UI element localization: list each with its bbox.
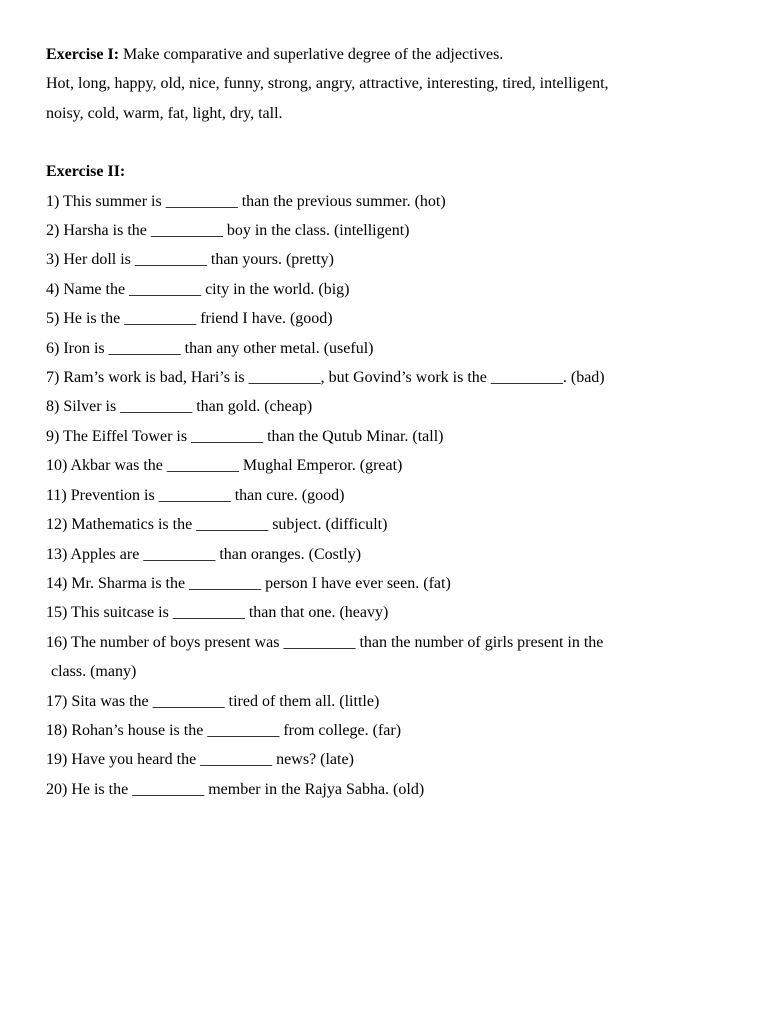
question-number: 6)	[46, 339, 60, 357]
question-text: The Eiffel Tower is _________ than the Qutub Minar. (tall)	[63, 427, 444, 445]
question-number: 11)	[46, 486, 67, 504]
question-number: 8)	[46, 398, 60, 416]
question-text: Sita was the _________ tired of them all. (little)	[71, 692, 380, 710]
question-text: Name the _________ city in the world. (big)	[63, 280, 350, 298]
question-text: This summer is _________ than the previous summer. (hot)	[63, 192, 446, 210]
question-text: Mr. Sharma is the _________ person I have ever seen. (fat)	[71, 574, 451, 592]
question-item	[46, 334, 746, 363]
question-text: Apples are _________ than oranges. (Costly)	[70, 545, 362, 563]
question-item	[46, 363, 746, 392]
question-text: This suitcase is _________ than that one. (heavy)	[71, 604, 389, 622]
question-number: 1)	[46, 192, 60, 210]
question-item	[46, 569, 746, 598]
question-item	[46, 187, 746, 216]
worksheet-page	[46, 40, 746, 804]
question-item	[46, 392, 746, 421]
question-text: Harsha is the _________ boy in the class. (intelligent)	[63, 222, 410, 240]
question-text: The number of boys present was _________ than the number of girls present in the	[71, 633, 604, 651]
question-item	[46, 304, 746, 333]
question-item	[46, 275, 746, 304]
question-number: 13)	[46, 545, 68, 563]
question-item	[46, 451, 746, 480]
question-item	[46, 775, 746, 804]
question-text: Iron is _________ than any other metal. (useful)	[63, 339, 374, 357]
section-spacer	[46, 128, 746, 157]
question-text: Akbar was the _________ Mughal Emperor. (great)	[70, 457, 403, 475]
question-text: He is the _________ member in the Rajya Sabha. (old)	[71, 780, 425, 798]
question-number: 16)	[46, 633, 68, 651]
question-number: 3)	[46, 251, 60, 269]
question-text: Prevention is _________ than cure. (good)	[70, 486, 345, 504]
question-number: 2)	[46, 222, 60, 240]
question-text-continuation: class. (many)	[51, 663, 137, 681]
question-item	[46, 628, 746, 657]
question-text: Rohan’s house is the _________ from college. (far)	[71, 721, 402, 739]
question-text: Ram’s work is bad, Hari’s is _________, but Govind’s work is the _________. (bad)	[63, 369, 605, 387]
question-item	[46, 510, 746, 539]
question-text: Have you heard the _________ news? (late)	[71, 751, 354, 769]
question-number: 14)	[46, 574, 68, 592]
question-number: 9)	[46, 427, 60, 445]
question-item	[46, 481, 746, 510]
question-item	[46, 540, 746, 569]
question-item	[46, 422, 746, 451]
question-number: 19)	[46, 751, 68, 769]
question-item	[46, 716, 746, 745]
question-number: 15)	[46, 604, 68, 622]
question-item	[46, 216, 746, 245]
question-number: 5)	[46, 310, 60, 328]
question-text: He is the _________ friend I have. (good)	[63, 310, 333, 328]
question-text: Mathematics is the _________ subject. (difficult)	[71, 516, 388, 534]
exercise1-heading: Exercise I:	[46, 46, 120, 63]
exercise1-title-line	[46, 40, 746, 69]
question-number: 10)	[46, 457, 68, 475]
question-number: 18)	[46, 721, 68, 739]
exercise2-heading: Exercise II:	[46, 163, 126, 181]
question-text: Silver is _________ than gold. (cheap)	[63, 398, 313, 416]
question-number: 4)	[46, 280, 60, 298]
question-item	[46, 745, 746, 774]
question-item	[46, 687, 746, 716]
question-item	[46, 245, 746, 274]
exercise1-instruction: Make comparative and superlative degree of the adjectives.	[119, 46, 504, 63]
question-item	[46, 598, 746, 627]
question-number: 12)	[46, 516, 68, 534]
question-number: 17)	[46, 692, 68, 710]
question-list	[46, 187, 746, 805]
adjective-list-line: Hot, long, happy, old, nice, funny, strong, angry, attractive, interesting, tired, intelligent,	[46, 75, 609, 93]
question-number: 7)	[46, 369, 60, 387]
question-number: 20)	[46, 780, 68, 798]
adjective-list-line: noisy, cold, warm, fat, light, dry, tall.	[46, 104, 283, 122]
question-text: Her doll is _________ than yours. (pretty)	[63, 251, 334, 269]
